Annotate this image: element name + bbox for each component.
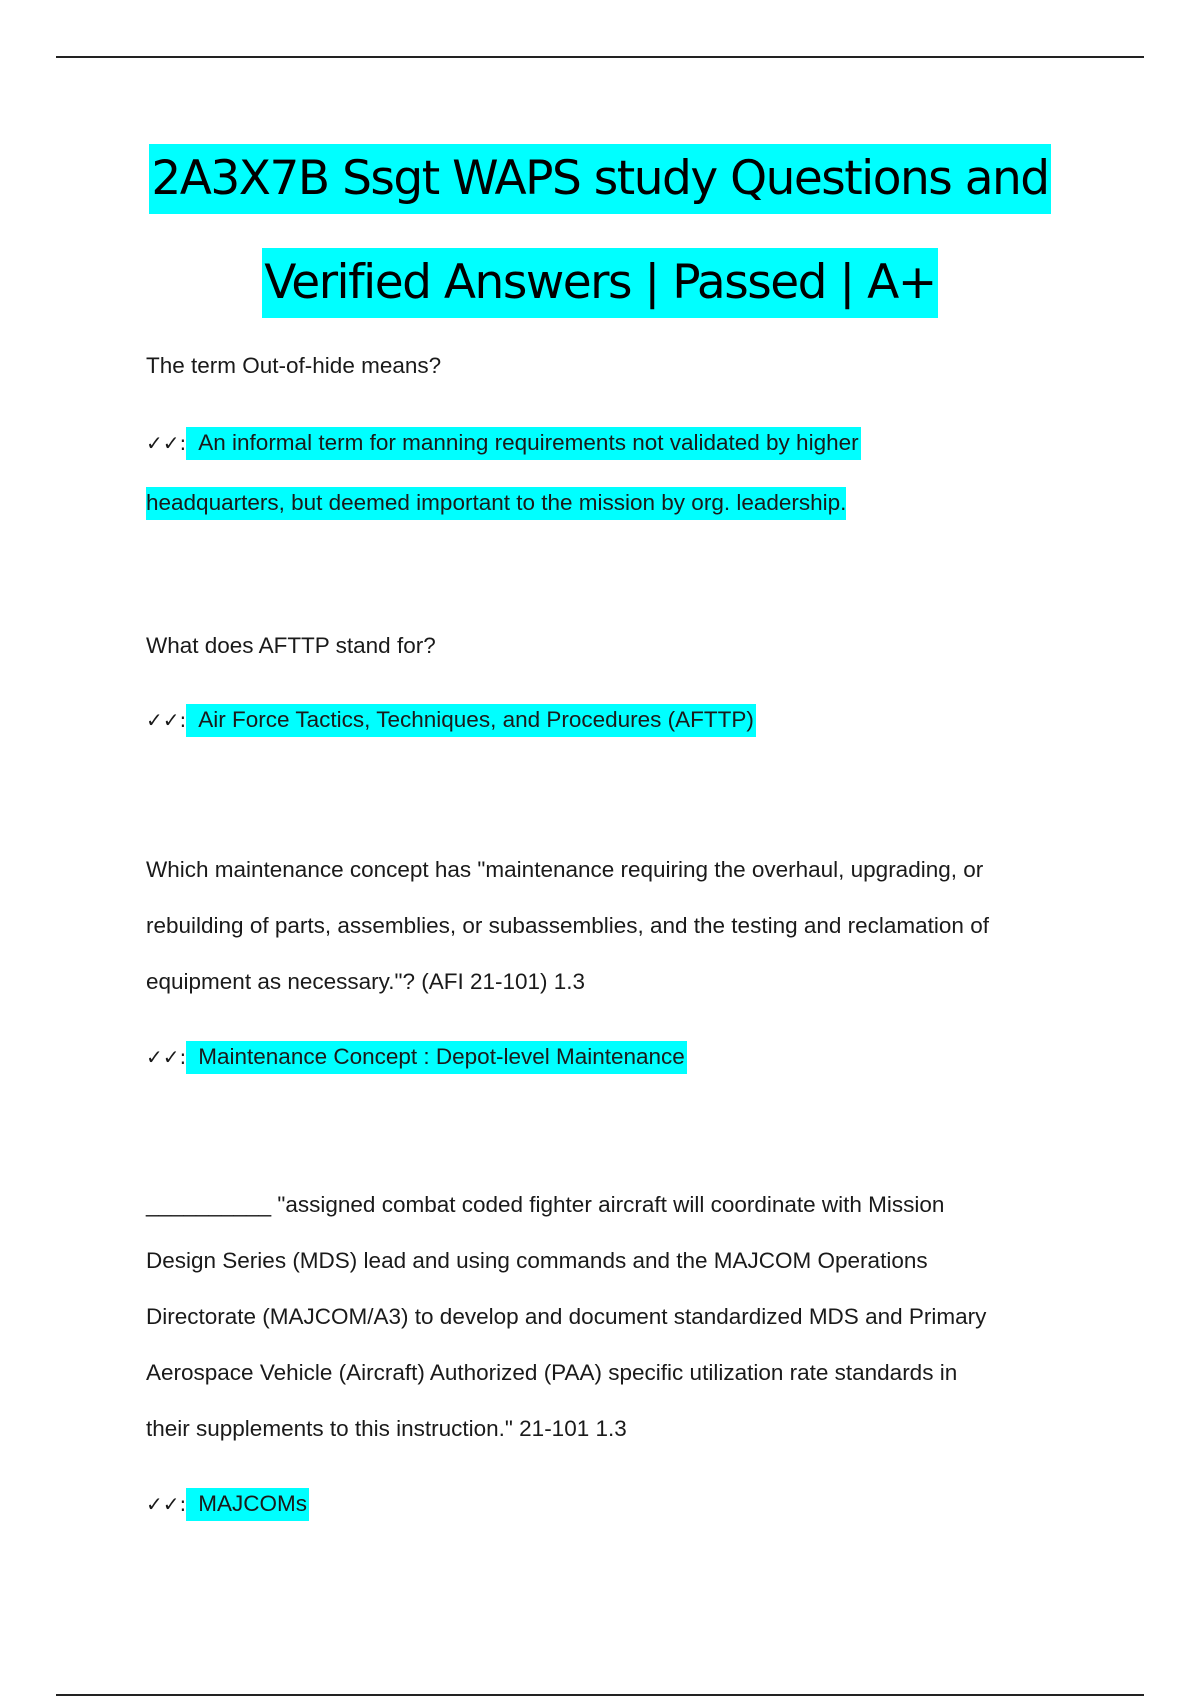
qa-item-1 (146, 338, 1086, 394)
question-4-line-3: Directorate (MAJCOM/A3) to develop and document standardized MDS and Primary (146, 1304, 987, 1329)
question-3-line-1: Which maintenance concept has "maintenance requiring the overhaul, upgrading, or (146, 857, 984, 882)
qa-item-4 (146, 1177, 1086, 1457)
answer-4 (146, 1474, 1086, 1534)
answer-1-line-1: ✓✓: An informal term for manning requirements not validated by higher (146, 413, 1086, 473)
question-4-line-2: Design Series (MDS) lead and using commands and the MAJCOM Operations (146, 1248, 928, 1273)
check-mark-icon: ✓✓: (146, 1045, 187, 1069)
answer-3-line-1: ✓✓: Maintenance Concept : Depot-level Maintenance (146, 1027, 1086, 1087)
bottom-rule (56, 1694, 1144, 1696)
question-4-line-4: Aerospace Vehicle (Aircraft) Authorized (PAA) specific utilization rate standards in (146, 1360, 958, 1385)
answer-2 (146, 690, 1086, 750)
check-mark-icon: ✓✓: (146, 431, 187, 455)
answer-1 (146, 413, 1086, 533)
qa-item-2 (146, 618, 1086, 674)
question-3-line-3: equipment as necessary."? (AFI 21-101) 1.3 (146, 969, 586, 994)
document-title (0, 138, 1200, 346)
answer-2-line-1: ✓✓: Air Force Tactics, Techniques, and Procedures (AFTTP) (146, 690, 1086, 750)
top-rule (56, 56, 1144, 58)
title-line-2: Verified Answers | Passed | A+ (0, 242, 1200, 346)
check-mark-icon: ✓✓: (146, 1492, 187, 1516)
answer-4-line-1: ✓✓: MAJCOMs (146, 1474, 1086, 1534)
question-2: What does AFTTP stand for? (146, 633, 436, 658)
question-1: The term Out-of-hide means? (146, 353, 442, 378)
answer-3 (146, 1027, 1086, 1087)
answer-1-line-2: headquarters, but deemed important to the mission by org. leadership. (146, 473, 1086, 533)
title-line-1: 2A3X7B Ssgt WAPS study Questions and (0, 138, 1200, 242)
qa-item-3 (146, 842, 1086, 1010)
question-3-line-2: rebuilding of parts, assemblies, or subassemblies, and the testing and reclamation of (146, 913, 989, 938)
question-4-line-1: __________ "assigned combat coded fighter aircraft will coordinate with Mission (146, 1192, 945, 1217)
question-4-line-5: their supplements to this instruction." 21-101 1.3 (146, 1416, 627, 1441)
check-mark-icon: ✓✓: (146, 708, 187, 732)
